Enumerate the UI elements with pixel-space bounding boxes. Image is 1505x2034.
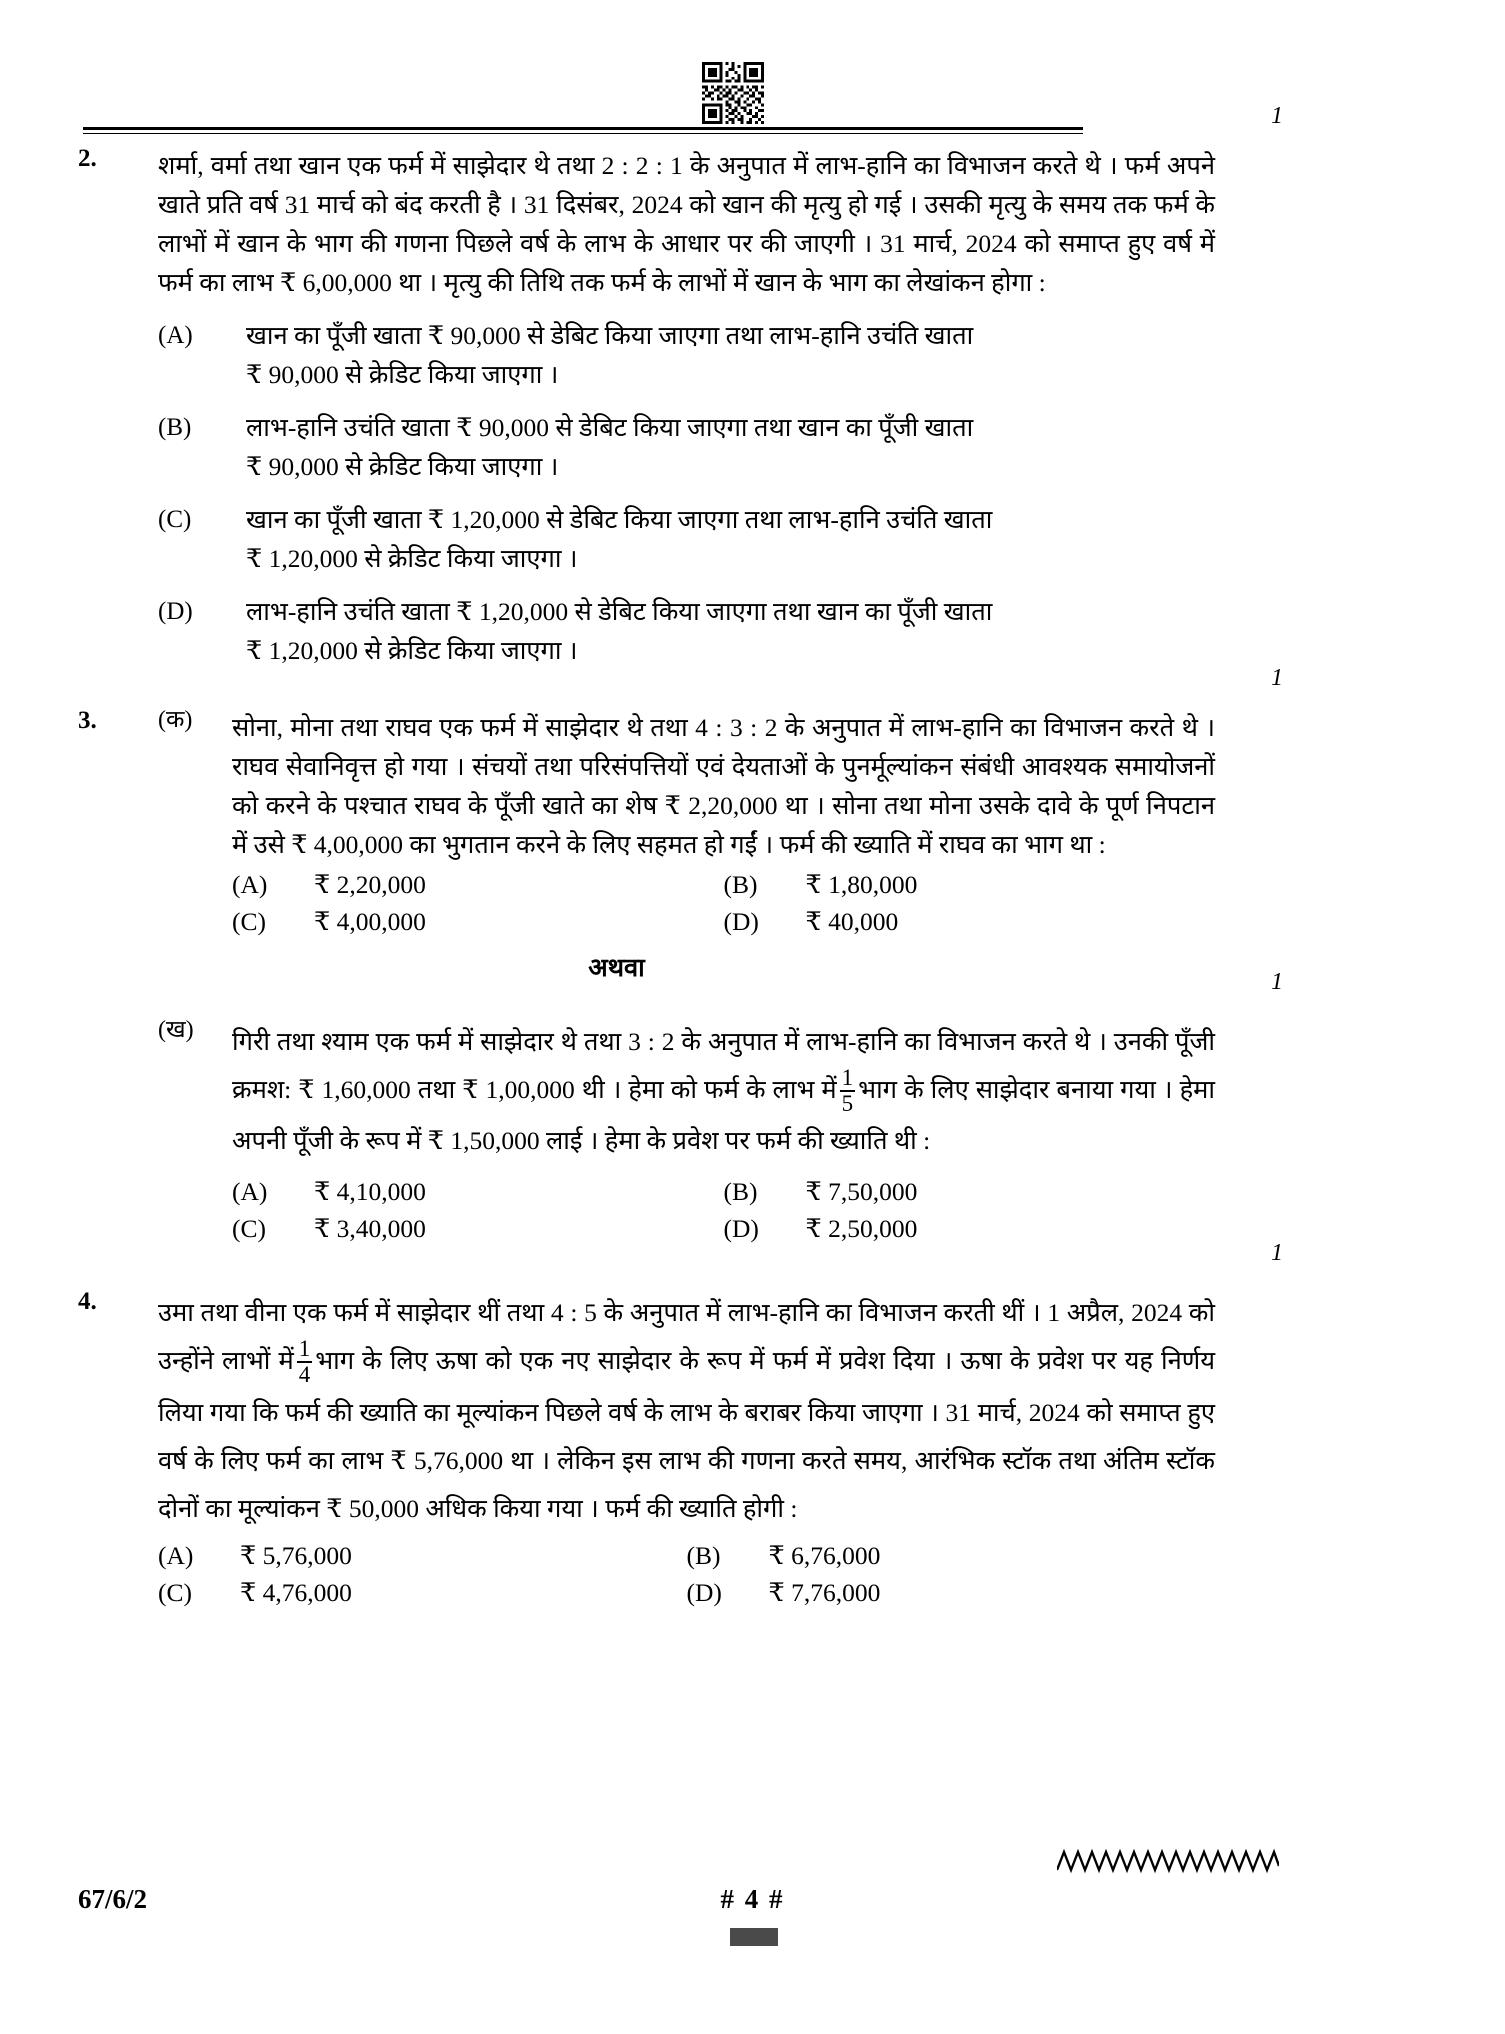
question-2 xyxy=(0,103,1505,670)
option-value: ₹ 3,40,000 xyxy=(314,1214,426,1244)
option-label: (B) xyxy=(723,1177,758,1207)
qr-code-icon xyxy=(702,62,764,124)
question-4-options xyxy=(158,1537,1215,1611)
question-4-option-a[interactable] xyxy=(158,1537,687,1574)
question-2-number: 2. xyxy=(78,145,97,172)
question-4-option-c[interactable] xyxy=(158,1574,687,1611)
question-2-option-a[interactable] xyxy=(158,316,1215,394)
header-divider-thin xyxy=(83,133,1083,134)
option-text-line1: खान का पूँजी खाता ₹ 90,000 से डेबिट किया जाएगा तथा लाभ-हानि उचंति खाता xyxy=(246,321,974,350)
option-text-line1: खान का पूँजी खाता ₹ 1,20,000 से डेबिट किया जाएगा तथा लाभ-हानि उचंति खाता xyxy=(246,505,993,534)
question-3-part-b xyxy=(0,969,1505,1247)
option-value: ₹ 40,000 xyxy=(805,907,899,936)
question-4-stem xyxy=(158,1289,1215,1532)
question-3a-option-d[interactable] xyxy=(724,903,1216,940)
question-3b-option-d[interactable] xyxy=(724,1210,1216,1247)
option-row xyxy=(232,1173,1215,1210)
fraction-one-fifth xyxy=(840,1066,856,1116)
question-3b-stem-part1: गिरी तथा श्याम एक फर्म में साझेदार थे तथा 3 : 2 के अनुपात में लाभ-हानि का विभाजन करते थे । उनकी पूँजी क्रमश: ₹ 1,60,000 तथा ₹ 1,00,000 थी । हेमा को फर्म के लाभ में xyxy=(232,1027,1215,1104)
option-label: (C) xyxy=(158,506,192,533)
option-label: (C) xyxy=(232,907,266,936)
option-value: ₹ 5,76,000 xyxy=(240,1540,352,1570)
option-value: ₹ 4,00,000 xyxy=(314,907,426,936)
fraction-numerator: 1 xyxy=(298,1336,311,1362)
option-label: (A) xyxy=(158,1540,194,1570)
question-3b-option-c[interactable] xyxy=(232,1210,724,1247)
fraction-denominator: 4 xyxy=(298,1362,311,1388)
question-3b-option-b[interactable] xyxy=(724,1173,1216,1210)
option-value: ₹ 1,80,000 xyxy=(805,870,918,899)
question-2-marks: 1 xyxy=(1271,103,1283,129)
zigzag-decoration-icon xyxy=(1057,1848,1279,1874)
question-2-stem: शर्मा, वर्मा तथा खान एक फर्म में साझेदार थे तथा 2 : 2 : 1 के अनुपात में लाभ-हानि का विभाजन करते थे । फर्म अपने खाते प्रति वर्ष 31 मार्च को बंद करती है । 31 दिसंबर, 2024 को खान की मृत्यु हो गई । उसकी मृत्यु के समय तक फर्म के लाभों में खान के भाग की गणना पिछले वर्ष के लाभ के आधार पर की जाएगी । 31 मार्च, 2024 को समाप्त हुए वर्ष में फर्म का लाभ ₹ 6,00,000 था । मृत्यु की तिथि तक फर्म के लाभों में खान के भाग का लेखांकन होगा : xyxy=(158,151,1215,297)
option-label: (B) xyxy=(686,1540,721,1570)
question-3-part-a-label: (क) xyxy=(158,707,193,733)
option-value: ₹ 2,20,000 xyxy=(314,870,426,899)
option-text-line1: लाभ-हानि उचंति खाता ₹ 90,000 से डेबिट किया जाएगा तथा खान का पूँजी खाता xyxy=(246,413,974,442)
question-4-stem-part1: उमा तथा वीना एक फर्म में साझेदार थीं तथा 4 : 5 के अनुपात में लाभ-हानि का विभाजन करती थीं । 1 अप्रैल, 2024 को उन्होंने लाभों में xyxy=(158,1298,1215,1376)
fraction-one-fourth xyxy=(297,1337,313,1387)
option-row xyxy=(232,1210,1215,1247)
header-divider xyxy=(83,127,1083,130)
option-value: ₹ 4,76,000 xyxy=(240,1577,352,1607)
question-4-marks: 1 xyxy=(1271,1240,1283,1267)
option-row xyxy=(232,866,1215,903)
question-3a-option-a[interactable] xyxy=(232,866,724,903)
option-text-line2: ₹ 90,000 से क्रेडिट किया जाएगा । xyxy=(246,452,559,481)
option-text-line2: ₹ 90,000 से क्रेडिट किया जाएगा । xyxy=(246,360,559,389)
questions-container xyxy=(0,103,1505,1611)
question-4-stem-part2: भाग के लिए ऊषा को एक नए साझेदार के रूप में फर्म में प्रवेश दिया । ऊषा के प्रवेश पर यह निर्णय लिया गया कि फर्म की ख्याति का मूल्यांकन पिछले वर्ष के लाभ के बराबर किया जाएगा । 31 मार्च, 2024 को समाप्त हुए वर्ष के लिए फर्म का लाभ ₹ 5,76,000 था । लेकिन इस लाभ की गणना करते समय, आरंभिक स्टॉक तथा अंतिम स्टॉक दोनों का मूल्यांकन ₹ 50,000 अधिक किया गया । फर्म की ख्याति होगी : xyxy=(158,1346,1216,1523)
option-text-line2: ₹ 1,20,000 से क्रेडिट किया जाएगा । xyxy=(246,544,578,573)
option-row xyxy=(158,1574,1215,1611)
question-3b-options xyxy=(232,1173,1215,1247)
question-3a-marks: 1 xyxy=(1271,665,1283,691)
question-3 xyxy=(0,665,1505,984)
option-text-line1: लाभ-हानि उचंति खाता ₹ 1,20,000 से डेबिट किया जाएगा तथा खान का पूँजी खाता xyxy=(246,597,993,626)
page-number: # 4 # xyxy=(720,1884,785,1914)
option-value: ₹ 4,10,000 xyxy=(314,1177,426,1207)
option-row xyxy=(232,903,1215,940)
footer-bar-mark xyxy=(730,1928,778,1946)
question-4-option-b[interactable] xyxy=(687,1537,1216,1574)
fraction-denominator: 5 xyxy=(841,1091,854,1117)
question-3b-marks: 1 xyxy=(1271,969,1283,995)
option-label: (A) xyxy=(158,322,193,349)
question-3-part-b-label: (ख) xyxy=(158,1017,194,1043)
option-value: ₹ 7,50,000 xyxy=(805,1177,918,1207)
option-text-line2: ₹ 1,20,000 से क्रेडिट किया जाएगा । xyxy=(246,636,578,665)
option-label: (C) xyxy=(158,1577,192,1607)
alternative-label: अथवा xyxy=(588,953,645,982)
option-label: (B) xyxy=(723,870,758,899)
question-3b-option-a[interactable] xyxy=(232,1173,724,1210)
question-3a-stem: सोना, मोना तथा राघव एक फर्म में साझेदार थे तथा 4 : 3 : 2 के अनुपात में लाभ-हानि का विभाजन करते थे । राघव सेवानिवृत्त हो गया । संचयों तथा परिसंपत्तियों एवं देयताओं के पुनर्मूल्यांकन संबंधी आवश्यक समायोजनों को करने के पश्चात राघव के पूँजी खाते का शेष ₹ 2,20,000 था । सोना तथा मोना उसके दावे के पूर्ण निपटान में उसे ₹ 4,00,000 का भुगतान करने के लिए सहमत हो गईं । फर्म की ख्याति में राघव का भाग था : xyxy=(232,713,1215,859)
question-3-number: 3. xyxy=(78,707,97,734)
option-value: ₹ 6,76,000 xyxy=(768,1540,881,1570)
question-3a-option-c[interactable] xyxy=(232,903,724,940)
question-2-option-b[interactable] xyxy=(158,408,1215,486)
option-label: (C) xyxy=(232,1214,266,1244)
option-label: (D) xyxy=(723,907,759,936)
option-row xyxy=(158,1537,1215,1574)
option-label: (A) xyxy=(232,1177,268,1207)
question-3a-options xyxy=(232,866,1215,940)
option-value: ₹ 2,50,000 xyxy=(805,1214,918,1244)
option-label: (B) xyxy=(158,414,192,441)
question-4-number: 4. xyxy=(78,1288,97,1316)
question-3b-stem-part2: भाग के लिए साझेदार बनाया गया । हेमा अपनी पूँजी के रूप में ₹ 1,50,000 लाई । हेमा के प्रवेश पर फर्म की ख्याति थी : xyxy=(232,1075,1215,1156)
question-3a-option-b[interactable] xyxy=(724,866,1216,903)
question-2-option-d[interactable] xyxy=(158,592,1215,670)
question-4 xyxy=(0,1240,1505,1610)
question-4-option-d[interactable] xyxy=(687,1574,1216,1611)
option-label: (D) xyxy=(686,1577,722,1607)
question-2-option-c[interactable] xyxy=(158,500,1215,578)
option-label: (D) xyxy=(723,1214,759,1244)
option-label: (D) xyxy=(158,598,193,625)
paper-code: 67/6/2 xyxy=(78,1884,148,1914)
option-label: (A) xyxy=(232,870,268,899)
fraction-numerator: 1 xyxy=(841,1065,854,1090)
question-3b-stem xyxy=(232,1018,1215,1165)
option-value: ₹ 7,76,000 xyxy=(768,1577,881,1607)
